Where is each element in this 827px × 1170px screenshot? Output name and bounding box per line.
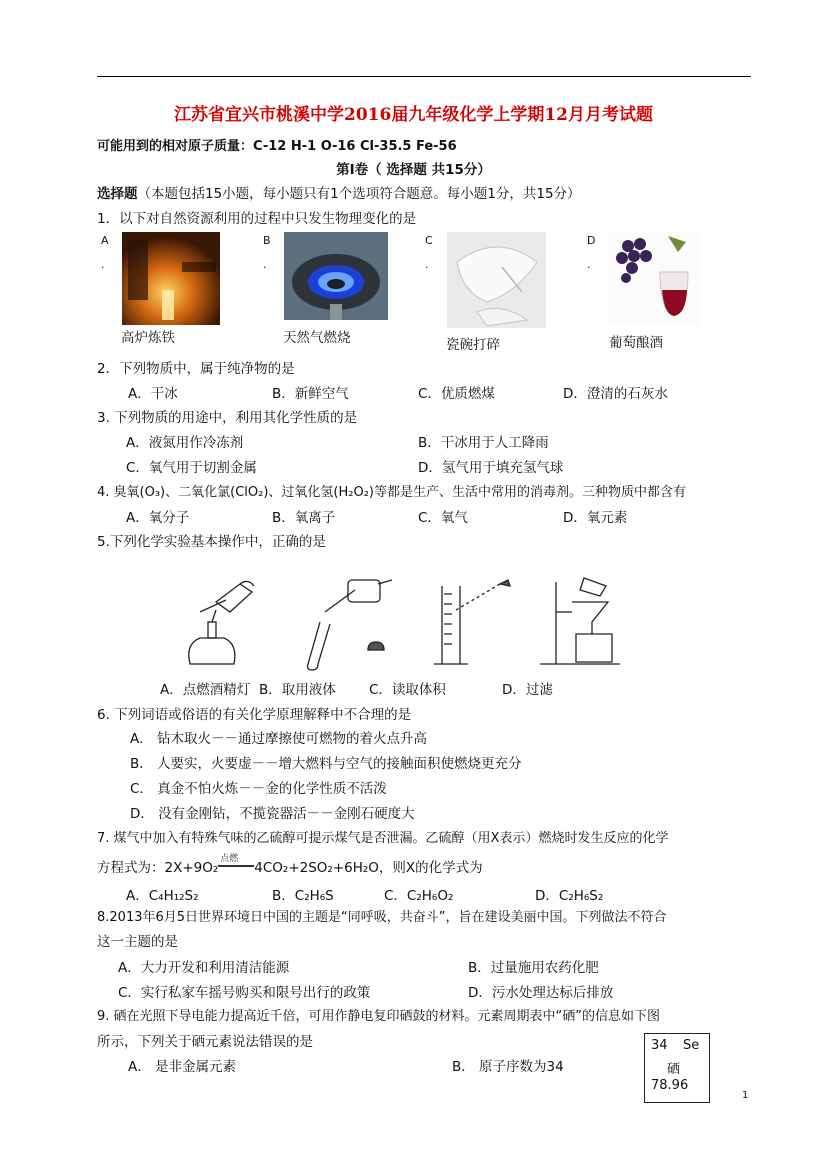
q3-stem: 3. 下列物质的用途中，利用其化学性质的是 [97,410,358,426]
atomic-number: 34 [651,1038,668,1053]
header-rule [97,76,751,77]
q1-letter-c: C [425,234,433,247]
element-symbol: Se [683,1038,700,1053]
gas-stove-image [284,232,388,320]
q1-dot-b: . [263,258,267,271]
q5-stem: 5.下列化学实验基本操作中，正确的是 [97,534,326,550]
q8-stem-line1: 8.2013年6月5日世界环境日中国的主题是“同呼吸，共奋斗”，旨在建设美丽中国。下列做法不符合 [97,910,667,925]
q6-option-a: A． 钻木取火－－通过摩擦使可燃物的着火点升高 [130,731,428,747]
q5-option-b: B．取用液体 [259,682,336,698]
section-intro: 选择题（本题包括15小题，每小题只有1个选项符合题意。每小题1分，共15分） [97,186,581,202]
q8-stem-line2: 这一主题的是 [97,934,178,950]
volume-heading: 第Ⅰ卷（ 选择题 共15分） [336,162,491,178]
q2-option-a: A．干冰 [128,386,178,402]
selenium-element-tile [644,1033,710,1103]
atomic-mass-line: 可能用到的相对原子质量：C-12 H-1 O-16 Cl-35.5 Fe-56 [97,139,457,154]
q7-stem-line1: 7. 煤气中加入有特殊气味的乙硫醇可提示煤气是否泄漏。乙硫醇（用X表示）燃烧时发生反应的化学 [97,831,669,846]
lab-operations-figure [180,572,630,672]
q8-option-b: B．过量施用农药化肥 [468,960,599,976]
q9-stem-line1: 9. 硒在光照下导电能力提高近千倍，可用作静电复印硒鼓的材料。元素周期表中“硒”的信息如下图 [97,1009,661,1024]
q8-option-d: D．污水处理达标后排放 [468,985,614,1001]
q6-option-b: B． 人要实，火要虚－－增大燃料与空气的接触面积使燃烧更充分 [130,756,522,772]
exam-title: 江苏省宜兴市桃溪中学2016届九年级化学上学期12月月考试题 [174,105,653,125]
q1-letter-b: B [263,234,271,247]
q2-option-b: B．新鲜空气 [272,386,349,402]
q7-option-d: D．C₂H₆S₂ [535,888,604,904]
q4-stem: 4. 臭氧(O₃)、二氧化氯(ClO₂)、过氧化氢(H₂O₂)等都是生产、生活中常用的消毒剂。三种物质中都含有 [97,485,686,500]
q2-option-c: C．优质燃煤 [418,386,495,402]
q9-option-b: B． 原子序数为34 [452,1059,564,1075]
q4-option-a: A．氧分子 [126,510,190,526]
element-name: 硒 [667,1062,681,1077]
q4-option-b: B．氧离子 [272,510,336,526]
q1-caption-d: 葡萄酿酒 [609,335,663,351]
q1-letter-a: A [101,234,109,247]
q1-stem: 1．以下对自然资源利用的过程中只发生物理变化的是 [97,211,417,227]
q1-caption-a: 高炉炼铁 [121,330,175,346]
q5-option-c: C．读取体积 [369,682,446,698]
q3-option-c: C．氧气用于切割金属 [126,460,257,476]
q4-option-c: C．氧气 [418,510,468,526]
q3-option-b: B．干冰用于人工降雨 [418,435,549,451]
q1-dot-d: . [587,258,591,271]
q9-option-a: A． 是非金属元素 [128,1059,237,1075]
q1-dot-c: . [425,258,429,271]
broken-bowl-image [447,232,546,328]
q1-letter-d: D [587,234,596,247]
q3-option-a: A．液氮用作冷冻剂 [126,435,244,451]
q1-dot-a: . [101,258,105,271]
q8-option-c: C．实行私家车摇号购买和限号出行的政策 [118,985,371,1001]
q6-option-d: D． 没有金刚钻，不揽瓷器活－－金刚石硬度大 [130,806,415,822]
reaction-condition: 点燃 [220,854,239,864]
q7-option-b: B．C₂H₆S [272,888,334,904]
q9-stem-line2: 所示，下列关于硒元素说法错误的是 [97,1034,313,1050]
q7-option-c: C．C₂H₆O₂ [384,888,454,904]
blast-furnace-image [122,232,220,325]
q8-option-a: A．大力开发和利用清洁能源 [118,960,290,976]
q7-stem-line2: 方程式为：2X+9O₂ 点燃 4CO₂+2SO₂+6H₂O，则X的化学式为 [97,856,483,876]
q2-option-d: D．澄清的石灰水 [563,386,668,402]
q2-stem: 2．下列物质中，属于纯净物的是 [97,361,295,377]
q5-option-d: D．过滤 [502,682,553,698]
atomic-mass: 78.96 [651,1078,689,1093]
q6-option-c: C． 真金不怕火炼－－金的化学性质不活泼 [130,781,387,797]
q6-stem: 6. 下列词语或俗语的有关化学原理解释中不合理的是 [97,707,412,723]
q7-option-a: A．C₄H₁₂S₂ [126,888,199,904]
q1-caption-c: 瓷碗打碎 [446,337,500,353]
q4-option-d: D．氧元素 [563,510,628,526]
grape-wine-image [608,232,700,324]
page-number: 1 [742,1090,749,1101]
q1-caption-b: 天然气燃烧 [283,330,351,346]
q3-option-d: D．氢气用于填充氢气球 [418,460,564,476]
q5-option-a: A．点燃酒精灯 [160,682,251,698]
